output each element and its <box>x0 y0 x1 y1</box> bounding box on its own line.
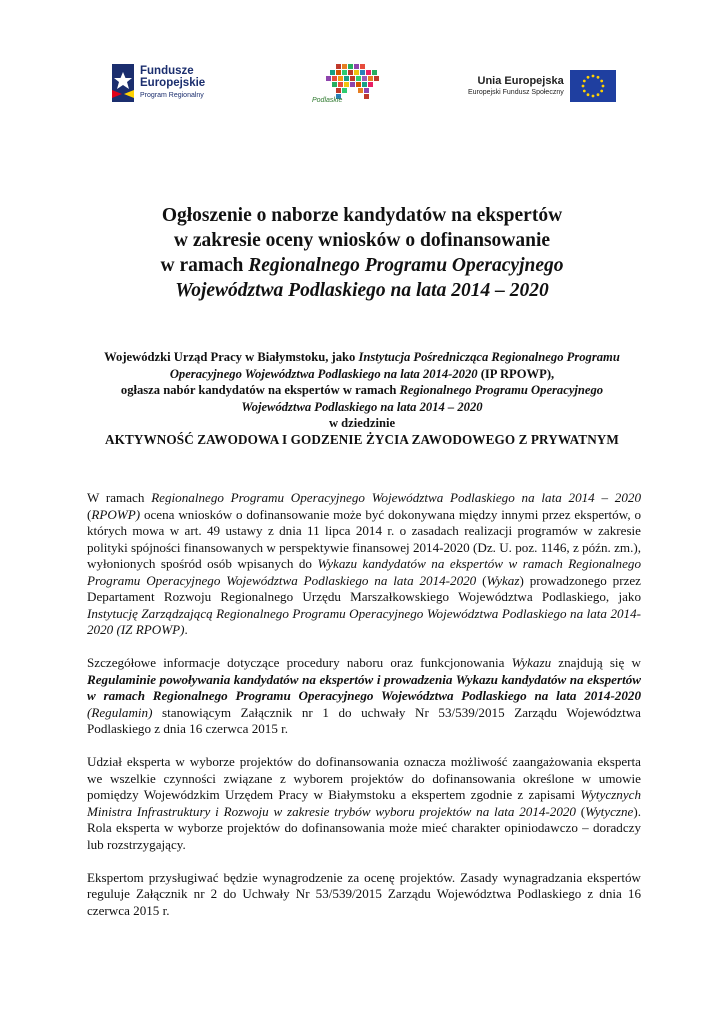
p2-s7: stanowiącym Załącznik nr 1 do uchwały Nr 53/539/2015 Zarządu Województwa Podlaskiego z dnia 16 czerwca 2015 r. <box>87 704 641 736</box>
intro-b <box>90 382 634 415</box>
p1-s4: RPOWP) <box>91 506 141 522</box>
p1-s2: Regionalnego Programu Operacyjnego Województwa Podlaskiego na lata 2014 – 2020 <box>151 490 641 505</box>
fundusze-europejskie-logo <box>112 64 205 102</box>
p2-s6: (Regulamin) <box>87 704 153 720</box>
p1-s3: ( <box>87 506 92 522</box>
ue-line1: Unia Europejska <box>477 74 564 87</box>
intro-a2: Instytucja Pośrednicząca Regionalnego Programu Operacyjnego Województwa Podlaskiego na lata 2014-2020 <box>169 350 620 381</box>
intro-a3: (IP RPOWP), <box>477 366 555 381</box>
intro-a1: Wojewódzki Urząd Pracy w Białymstoku, jako <box>104 350 359 364</box>
document-title <box>90 203 634 303</box>
title-line-4-text: Województwa Podlaskiego na lata 2014 – 2020 <box>175 280 549 301</box>
paragraph-2 <box>87 655 641 738</box>
intro-b2: Regionalnego Programu Operacyjnego Województwa Podlaskiego na lata 2014 – 2020 <box>241 383 604 414</box>
ue-line2: Europejski Fundusz Społeczny <box>468 88 564 96</box>
title-line-4 <box>90 278 634 303</box>
p2-s2: Wykazu <box>511 655 552 670</box>
fe-line1: Fundusze <box>140 64 194 77</box>
p1-s8: Wykaz <box>486 572 520 588</box>
p1-s6: Wykazu kandydatów na ekspertów w ramach Regionalnego Programu Operacyjnego Województwa Podlaskiego na lata 2014-2020 <box>87 556 641 588</box>
p3-s5: ). Rola eksperta w wyborze projektów do dofinansowania może mieć charakter opiniodawczo – doradczy lub rozstrzygający. <box>87 803 641 852</box>
p1-s9: ) prowadzonego przez Departament Rozwoju Regionalnego Urzędu Marszałkowskiego Województwa Podlaskiego, jako <box>87 572 641 604</box>
p2-s4: Regulaminie powoływania kandydatów na ekspertów i prowadzenia Wykazu kandydatów na ekspertów w ramach Regionalnego Programu Operacyjnego Województwa Podlaskiego na lata 2014-2020 <box>87 671 641 703</box>
title-line-3b: Regionalnego Programu Operacyjnego <box>248 255 564 276</box>
p4-s1: Ekspertom przysługiwać będzie wynagrodzenie za ocenę projektów. Zasady wynagradzania ekspertów reguluje Załącznik nr 2 do Uchwały Nr 53/539/2015 Zarządu Województwa Podlaskiego z dnia 16 czerwca 2015 r. <box>87 869 641 918</box>
p2-s3: znajdują się w <box>551 655 641 670</box>
intro-b1: ogłasza nabór kandydatów na ekspertów w ramach <box>120 383 400 397</box>
p3-s2: Wytycznych Ministra Infrastruktury i Rozwoju w zakresie trybów wyboru projektów na lata 2014-2020 <box>87 787 641 819</box>
p2-s1: Szczegółowe informacje dotyczące procedury naboru oraz funkcjonowania <box>87 655 512 670</box>
unia-europejska-logo <box>468 70 616 102</box>
intro-a <box>90 349 634 382</box>
fe-line2: Europejskie <box>140 76 206 89</box>
p1-s10: Instytucję Zarządzającą Regionalnego Programu Operacyjnego Województwa Podlaskiego na lata 2014-2020 (IZ RPOWP) <box>87 605 641 637</box>
announcement-header <box>90 349 634 448</box>
title-line-1: Ogłoszenie o naborze kandydatów na ekspertów <box>161 205 563 226</box>
eu-flag-icon <box>570 70 616 102</box>
document-body <box>87 490 641 936</box>
p3-s3: ( <box>575 803 586 819</box>
paragraph-4 <box>87 870 641 920</box>
p1-s11: . <box>184 622 188 637</box>
p3-s1: Udział eksperta w wyborze projektów do dofinansowania oznacza możliwość zaangażowania eksperta we wszelkie czynności związane z wyborem projektów do dofinansowania określone w umowie pomiędzy Wojewódzkim Urzędem Pracy w Białymstoku a ekspertem zgodnie z zapisami <box>87 754 641 802</box>
podlaskie-label: Podlaskie <box>312 97 343 104</box>
p1-s5: ocena wniosków o dofinansowanie może być dokonywana między innymi przez ekspertów, o których mowa w art. 49 ustawy z dnia 11 lipca 2014 r. o zasadach realizacji programów w zakresie polityki spójności finansowanych w perspektywie finansowej 2014-2020 (Dz. U. poz. 1146, z późn. zm.), wyłonionych spośród osób wpisanych do <box>87 506 641 571</box>
p1-s1: W ramach <box>87 490 152 505</box>
p3-s4: Wytyczne <box>585 803 634 819</box>
title-line-3a: w ramach <box>160 255 249 276</box>
paragraph-3 <box>87 754 641 853</box>
paragraph-1 <box>87 490 641 639</box>
p1-s7: ( <box>476 572 487 588</box>
fe-line3: Program Regionalny <box>140 91 204 99</box>
intro-c: w dziedzinie <box>328 416 396 430</box>
title-line-3 <box>90 253 634 278</box>
fe-star-icon <box>112 64 134 102</box>
intro-area: AKTYWNOŚĆ ZAWODOWA I GODZENIE ŻYCIA ZAWODOWEGO Z PRYWATNYM <box>105 431 619 447</box>
logo-bar <box>0 62 724 110</box>
title-line-2: w zakresie oceny wniosków o dofinansowanie <box>173 230 551 251</box>
